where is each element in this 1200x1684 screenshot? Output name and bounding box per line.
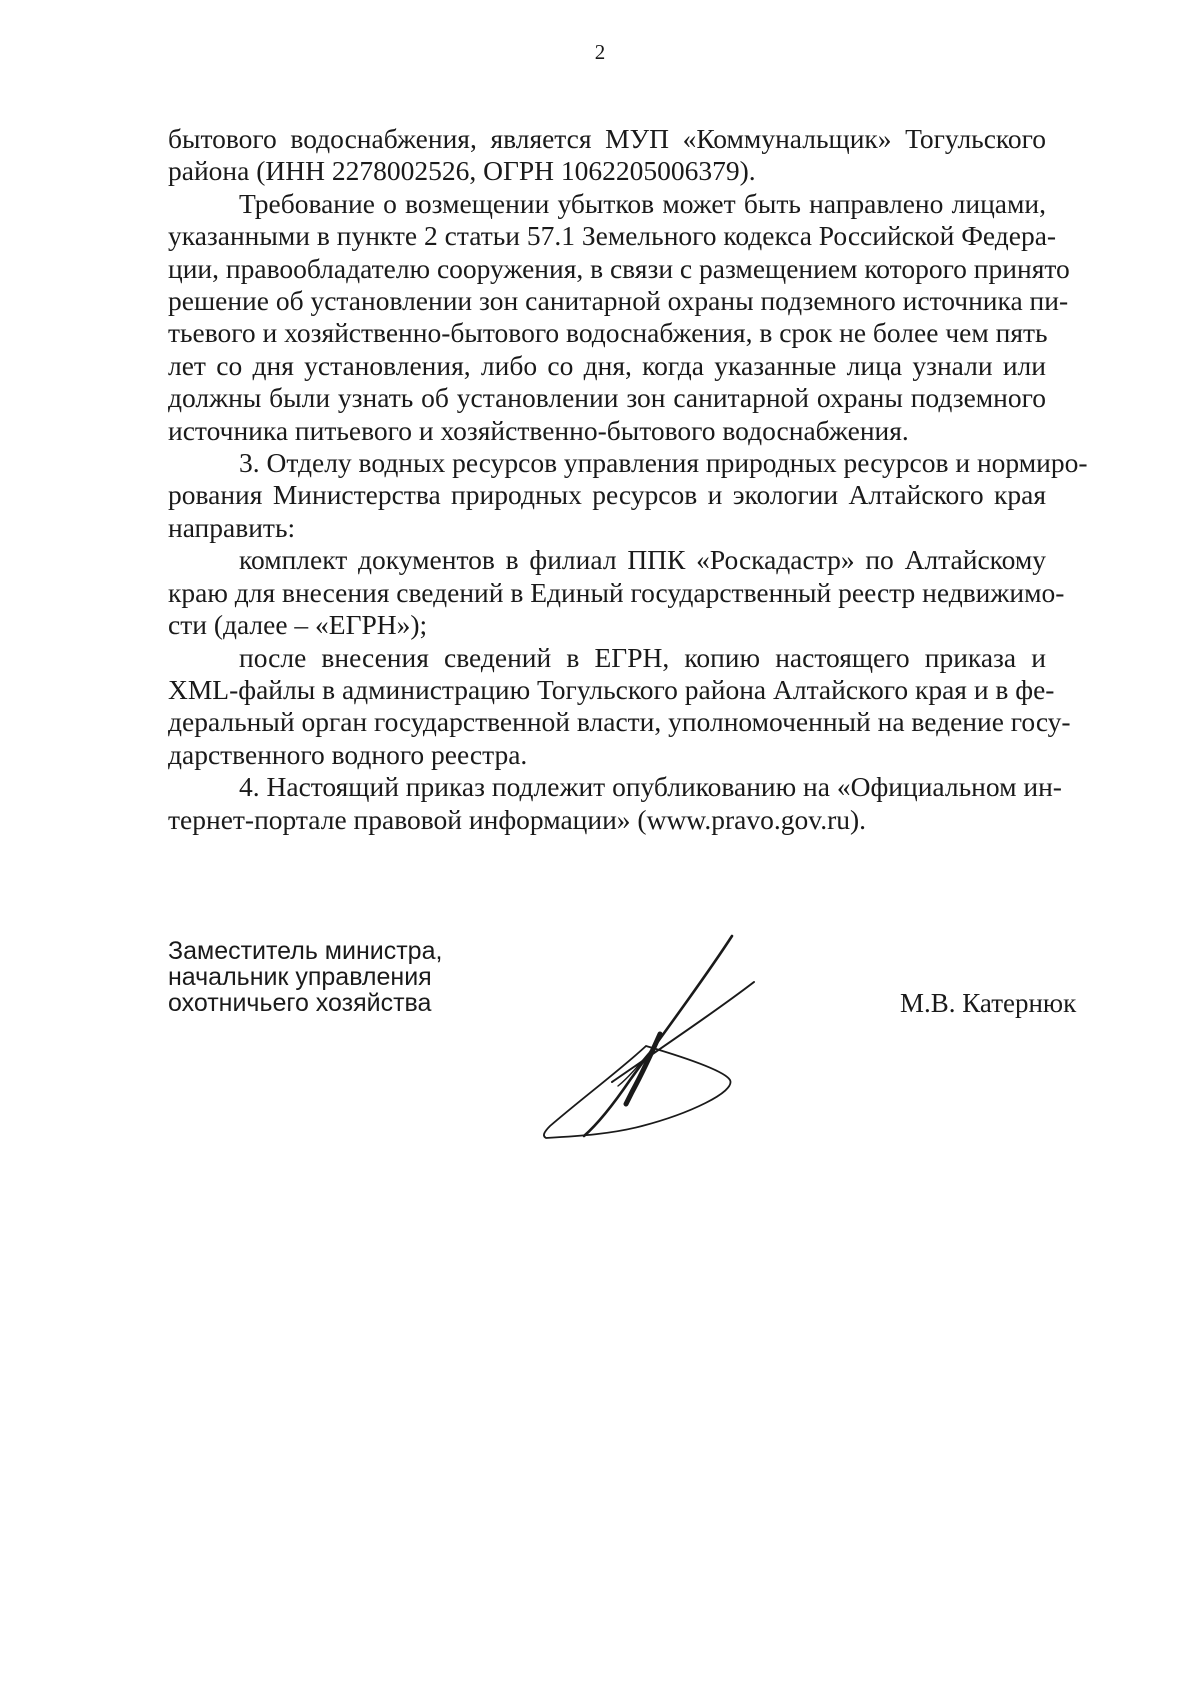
paragraph-continuation bbox=[168, 123, 1046, 188]
text-line: 4. Настоящий приказ подлежит опубликованию на «Официальном ин- bbox=[239, 771, 1062, 803]
text-line: XML-файлы в администрацию Тогульского района Алтайского края и в фе- bbox=[168, 673, 1055, 705]
signer-title-line: Заместитель министра, bbox=[168, 937, 443, 965]
text-line: деральный орган государственной власти, уполномоченный на ведение госу- bbox=[168, 706, 1071, 738]
text-line: рования Министерства природных ресурсов и экологии Алтайского края bbox=[168, 479, 1046, 511]
paragraph-documents-set bbox=[168, 544, 1065, 641]
text-line: решение об установлении зон санитарной охраны подземного источника пи- bbox=[168, 285, 1069, 317]
document-body bbox=[168, 123, 1088, 836]
text-line: района (ИНН 2278002526, ОГРН 1062205006379). bbox=[168, 155, 756, 187]
text-line: 3. Отделу водных ресурсов управления природных ресурсов и нормиро- bbox=[239, 447, 1088, 479]
handwritten-signature bbox=[520, 930, 780, 1160]
text-line: направить: bbox=[168, 511, 296, 543]
paragraph-compensation bbox=[168, 187, 1070, 447]
text-line: Требование о возмещении убытков может быть направлено лицами, bbox=[239, 187, 1046, 219]
text-line: краю для внесения сведений в Единый государственный реестр недвижимо- bbox=[168, 576, 1065, 608]
text-line: тьевого и хозяйственно-бытового водоснабжения, в срок не более чем пять bbox=[168, 317, 1048, 349]
page-number: 2 bbox=[594, 40, 606, 64]
text-line: указанными в пункте 2 статьи 57.1 Земельного кодекса Российской Федера- bbox=[168, 220, 1057, 252]
text-line: ции, правообладателю сооружения, в связи с размещением которого принято bbox=[168, 252, 1070, 284]
text-line: комплект документов в филиал ППК «Роскадастр» по Алтайскому bbox=[239, 544, 1046, 576]
signer-title bbox=[168, 938, 442, 1016]
signer-title-line: охотничьего хозяйства bbox=[168, 989, 432, 1017]
paragraph-item-3 bbox=[168, 447, 1088, 544]
signer-title-line: начальник управления bbox=[168, 963, 432, 991]
text-line: лет со дня установления, либо со дня, когда указанные лица узнали или bbox=[168, 349, 1046, 381]
text-line: дарственного водного реестра. bbox=[168, 738, 528, 770]
text-line: сти (далее – «ЕГРН»); bbox=[168, 609, 428, 641]
text-line: тернет-портале правовой информации» (www.pravo.gov.ru). bbox=[168, 803, 867, 835]
text-line: должны были узнать об установлении зон санитарной охраны подземного bbox=[168, 382, 1046, 414]
paragraph-item-4 bbox=[168, 771, 1062, 836]
text-line: после внесения сведений в ЕГРН, копию настоящего приказа и bbox=[239, 641, 1046, 673]
signer-name: М.В. Катернюк bbox=[900, 988, 1077, 1018]
text-line: источника питьевого и хозяйственно-бытового водоснабжения. bbox=[168, 414, 909, 446]
paragraph-after-egrn bbox=[168, 641, 1071, 772]
text-line: бытового водоснабжения, является МУП «Коммунальщик» Тогульского bbox=[168, 123, 1046, 154]
